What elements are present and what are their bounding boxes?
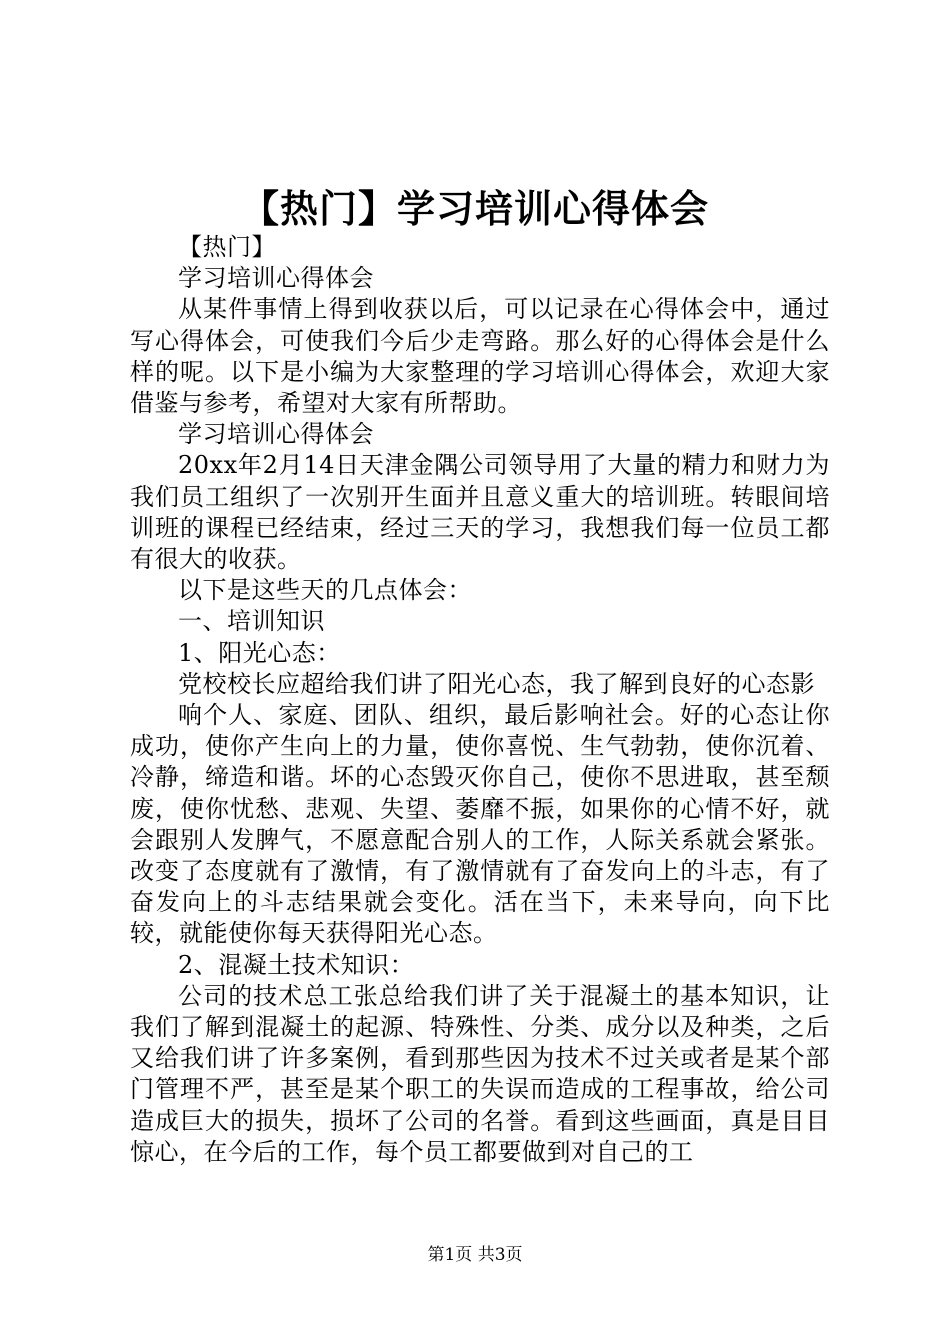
paragraph-mindset-intro: 党校校长应超给我们讲了阳光心态，我了解到良好的心态影 bbox=[178, 669, 815, 698]
heading-training-knowledge: 一、培训知识 bbox=[178, 607, 325, 636]
paragraph-training-summary: 20xx年2月14日天津金隅公司领导用了大量的精力和财力为我们员工组织了一次别开生面并且意义重大的培训班。转眼间培训班的课程已经结束，经过三天的学习，我想我们每一位员工都有很大的收获。 bbox=[130, 451, 830, 574]
heading-concrete-knowledge: 2、混凝土技术知识： bbox=[178, 950, 415, 979]
paragraph-points-intro: 以下是这些天的几点体会： bbox=[178, 576, 472, 605]
heading-sunny-mindset: 1、阳光心态： bbox=[178, 638, 341, 667]
paragraph-mindset-body: 响个人、家庭、团队、组织，最后影响社会。好的心态让你成功，使你产生向上的力量，使你喜悦、生气勃勃，使你沉着、冷静，缔造和谐。坏的心态毁灭你自己，使你不思进取，甚至颓废，使你忧愁、悲观、失望、萎靡不振，如果你的心情不好，就会跟别人发脾气，不愿意配合别人的工作，人际关系就会紧张。改变了态度就有了激情，有了激情就有了奋发向上的斗志，有了奋发向上的斗志结果就会变化。活在当下，未来导向，向下比较，就能使你每天获得阳光心态。 bbox=[130, 701, 830, 948]
paragraph-intro: 从某件事情上得到收获以后，可以记录在心得体会中，通过写心得体会，可使我们今后少走弯路。那么好的心得体会是什么样的呢。以下是小编为大家整理的学习培训心得体会，欢迎大家借鉴与参考，希望对大家有所帮助。 bbox=[130, 295, 830, 418]
document-title: 【热门】学习培训心得体会 bbox=[240, 186, 709, 231]
paragraph-concrete-body: 公司的技术总工张总给我们讲了关于混凝土的基本知识，让我们了解到混凝土的起源、特殊性、分类、成分以及种类，之后又给我们讲了许多案例，看到那些因为技术不过关或者是某个部门管理不严，甚至是某个职工的失误而造成的工程事故，给公司造成巨大的损失，损坏了公司的名誉。看到这些画面，真是目目惊心，在今后的工作，每个员工都要做到对自己的工 bbox=[130, 981, 830, 1166]
paragraph-tag: 【热门】 bbox=[178, 233, 276, 261]
paragraph-subtitle: 学习培训心得体会 bbox=[178, 264, 374, 293]
document-body bbox=[130, 232, 830, 1168]
page-footer: 第1页 共3页 bbox=[427, 1245, 523, 1265]
paragraph-section-heading: 学习培训心得体会 bbox=[178, 420, 374, 449]
